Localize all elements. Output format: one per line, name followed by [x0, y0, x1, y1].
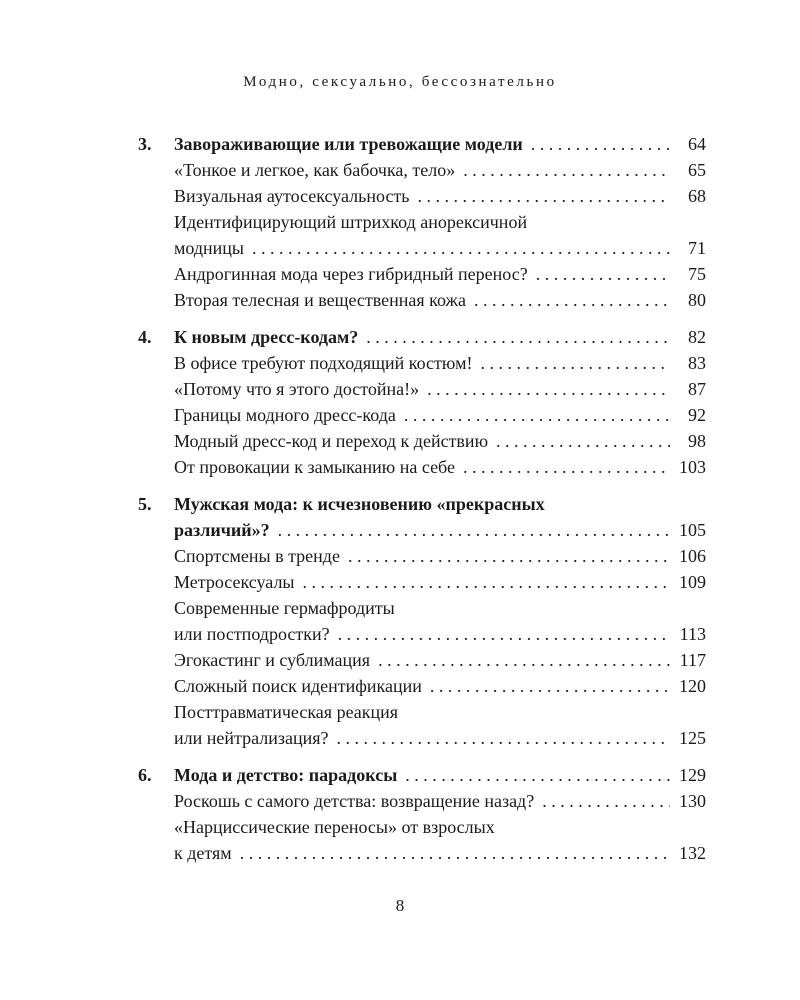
dot-leader	[496, 428, 670, 454]
chapter-number: 4.	[138, 327, 152, 347]
toc-entry[interactable]	[138, 376, 706, 402]
toc-entry-page: 120	[679, 676, 706, 696]
toc-entry-title: Посттравматическая реакция	[174, 702, 399, 722]
dot-leader	[463, 454, 670, 480]
dot-leader	[430, 673, 670, 699]
toc-entry[interactable]	[138, 673, 706, 699]
toc-entry[interactable]	[138, 157, 706, 183]
toc-entry-page: 82	[688, 327, 706, 347]
toc-entry-title: Идентифицирующий штрихкод анорексичной	[174, 212, 528, 232]
toc-entry[interactable]	[138, 595, 706, 621]
toc-entry-title: Метросексуалы	[174, 572, 295, 592]
toc-entry-title: Роскошь с самого детства: возвращение назад?	[174, 791, 535, 811]
toc-entry[interactable]	[138, 454, 706, 480]
toc-entry[interactable]	[138, 261, 706, 287]
dot-leader	[378, 647, 670, 673]
table-of-contents	[138, 131, 706, 877]
toc-entry-title: Мода и детство: парадоксы	[174, 765, 398, 785]
toc-chapter	[138, 491, 706, 751]
toc-entry-title: Спортсмены в тренде	[174, 546, 340, 566]
toc-entry-title: модницы	[174, 238, 245, 258]
dot-leader	[418, 183, 670, 209]
toc-entry-title: или нейтрализация?	[174, 728, 329, 748]
toc-entry-page: 125	[679, 728, 706, 748]
toc-entry[interactable]	[138, 287, 706, 313]
toc-chapter-heading[interactable]	[138, 131, 706, 157]
toc-entry[interactable]	[138, 428, 706, 454]
toc-entry-page: 65	[688, 160, 706, 180]
toc-entry-title: «Потому что я этого достойна!»	[174, 379, 420, 399]
dot-leader	[278, 517, 670, 543]
toc-entry-page: 106	[679, 546, 706, 566]
dot-leader	[474, 287, 670, 313]
toc-entry-title: К новым дресс-кодам?	[174, 327, 359, 347]
toc-entry-title: Современные гермафродиты	[174, 598, 395, 618]
chapter-number: 3.	[138, 134, 152, 154]
toc-entry-title: Мужская мода: к исчезновению «прекрасных	[174, 494, 545, 514]
toc-entry-title: Сложный поиск идентификации	[174, 676, 422, 696]
toc-chapter	[138, 324, 706, 480]
toc-entry[interactable]	[138, 621, 706, 647]
toc-entry-title: «Тонкое и легкое, как бабочка, тело»	[174, 160, 456, 180]
dot-leader	[240, 840, 670, 866]
toc-entry-title: Завораживающие или тревожащие модели	[174, 134, 523, 154]
dot-leader	[348, 543, 670, 569]
dot-leader	[252, 235, 670, 261]
dot-leader	[366, 324, 670, 350]
chapter-number: 5.	[138, 494, 152, 514]
toc-chapter	[138, 131, 706, 313]
toc-entry-page: 132	[679, 843, 706, 863]
dot-leader	[337, 725, 671, 751]
dot-leader	[542, 788, 670, 814]
toc-chapter	[138, 762, 706, 866]
dot-leader	[427, 376, 670, 402]
dot-leader	[481, 350, 671, 376]
toc-entry-title: «Нарциссические переносы» от взрослых	[174, 817, 495, 837]
toc-entry-title: От провокации к замыканию на себе	[174, 457, 455, 477]
toc-entry-page: 75	[688, 264, 706, 284]
toc-entry[interactable]	[138, 543, 706, 569]
toc-entry-page: 103	[679, 457, 706, 477]
toc-entry-title: или постподростки?	[174, 624, 330, 644]
dot-leader	[536, 261, 670, 287]
toc-entry-page: 71	[688, 238, 706, 258]
toc-chapter-heading[interactable]	[138, 517, 706, 543]
toc-chapter-heading[interactable]	[138, 491, 706, 517]
toc-entry-page: 92	[688, 405, 706, 425]
toc-entry-title: к детям	[174, 843, 232, 863]
toc-entry[interactable]	[138, 840, 706, 866]
toc-entry-page: 80	[688, 290, 706, 310]
toc-entry-page: 83	[688, 353, 706, 373]
toc-entry-title: Андрогинная мода через гибридный перенос?	[174, 264, 528, 284]
dot-leader	[338, 621, 670, 647]
toc-entry-title: Модный дресс-код и переход к действию	[174, 431, 489, 451]
toc-entry-page: 109	[679, 572, 706, 592]
toc-entry-title: различий»?	[174, 520, 270, 540]
dot-leader	[405, 762, 670, 788]
toc-entry[interactable]	[138, 350, 706, 376]
page-number: 8	[395, 896, 405, 915]
toc-entry[interactable]	[138, 569, 706, 595]
toc-entry-page: 129	[679, 765, 706, 785]
toc-entry[interactable]	[138, 209, 706, 235]
dot-leader	[404, 402, 670, 428]
toc-entry-page: 117	[679, 650, 706, 670]
toc-chapter-heading[interactable]	[138, 324, 706, 350]
toc-entry-page: 98	[688, 431, 706, 451]
chapter-number: 6.	[138, 765, 152, 785]
toc-entry-title: Границы модного дресс-кода	[174, 405, 396, 425]
dot-leader	[303, 569, 670, 595]
toc-entry[interactable]	[138, 402, 706, 428]
toc-entry[interactable]	[138, 647, 706, 673]
toc-entry[interactable]	[138, 183, 706, 209]
toc-entry-page: 68	[688, 186, 706, 206]
dot-leader	[531, 131, 670, 157]
toc-chapter-heading[interactable]	[138, 762, 706, 788]
toc-entry-title: Эгокастинг и сублимация	[174, 650, 371, 670]
toc-entry-page: 130	[679, 791, 706, 811]
toc-entry[interactable]	[138, 788, 706, 814]
toc-entry-page: 87	[688, 379, 706, 399]
toc-entry-title: В офисе требуют подходящий костюм!	[174, 353, 473, 373]
dot-leader	[463, 157, 670, 183]
toc-entry-page: 113	[679, 624, 706, 644]
toc-entry[interactable]	[138, 814, 706, 840]
toc-entry-page: 105	[679, 520, 706, 540]
toc-entry-page: 64	[688, 134, 706, 154]
toc-entry[interactable]	[138, 699, 706, 725]
toc-entry[interactable]	[138, 235, 706, 261]
running-head: Модно, сексуально, бессознательно	[243, 74, 557, 90]
toc-entry-title: Вторая телесная и вещественная кожа	[174, 290, 466, 310]
toc-entry[interactable]	[138, 725, 706, 751]
toc-entry-title: Визуальная аутосексуальность	[174, 186, 410, 206]
